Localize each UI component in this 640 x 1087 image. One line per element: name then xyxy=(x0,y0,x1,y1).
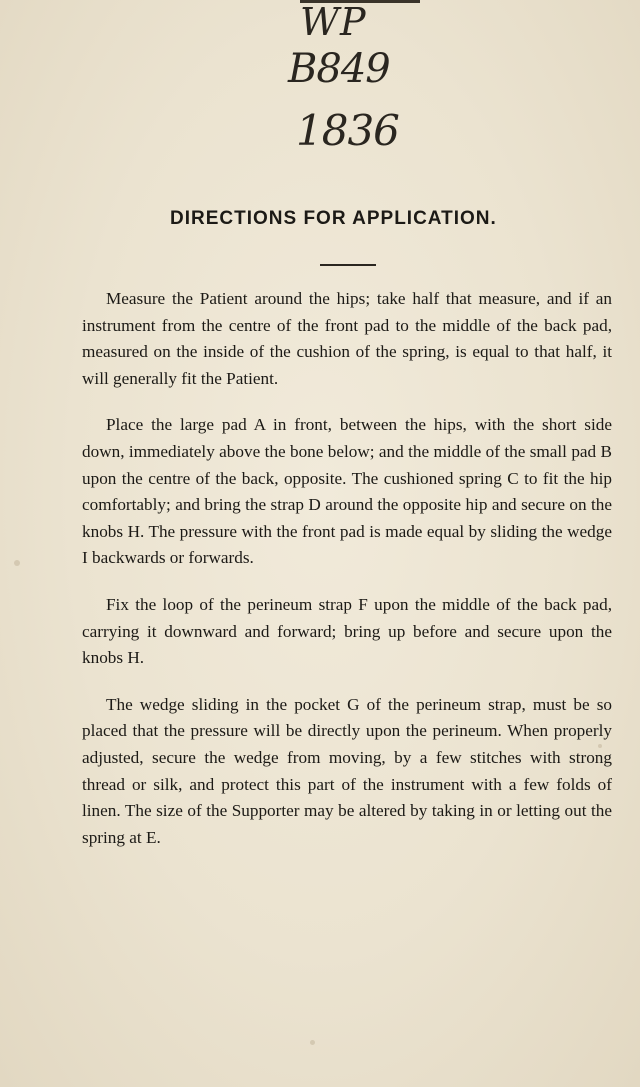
paragraph-4: The wedge sliding in the pocket G of the perineum strap, must be so placed that the pressure will be directly upon the perineum. When properly adjusted, secure the wedge from moving, by a few stitches with strong thread or silk, and protect this part of the instrument with a few folds of linen. The size of the Supporter may be altered by taking in or letting out the spring at E. xyxy=(82,694,612,847)
body-text xyxy=(82,286,612,871)
paper-speck xyxy=(14,560,20,566)
heading-divider xyxy=(320,264,376,266)
call-number-year: 1836 xyxy=(296,106,399,155)
call-number-line-2: B849 xyxy=(288,46,390,92)
paragraph-3: Fix the loop of the perineum strap F upon the middle of the back pad, carrying it downward and forward; bring up before and secure upon the knobs H. xyxy=(82,594,612,668)
paragraph-1: Measure the Patient around the hips; take half that measure, and if an instrument from the centre of the front pad to the middle of the back pad, measured on the inside of the cushion of the spring, is equal to that half, it will generally fit the Patient. xyxy=(82,289,612,388)
call-number-line-1: WP xyxy=(300,0,367,44)
page-heading: DIRECTIONS FOR APPLICATION. xyxy=(170,208,497,229)
paper-speck xyxy=(310,1040,315,1045)
paper-speck xyxy=(598,744,602,748)
paragraph-2: Place the large pad A in front, between the hips, with the short side down, immediately above the bone below; and the middle of the small pad B upon the centre of the back, opposite. The cushioned spring C to fit the hip comfortably; and bring the strap D around the opposite hip and secure on the knobs H. The pressure with the front pad is made equal by sliding the wedge I backwards or forwards. xyxy=(82,415,612,568)
